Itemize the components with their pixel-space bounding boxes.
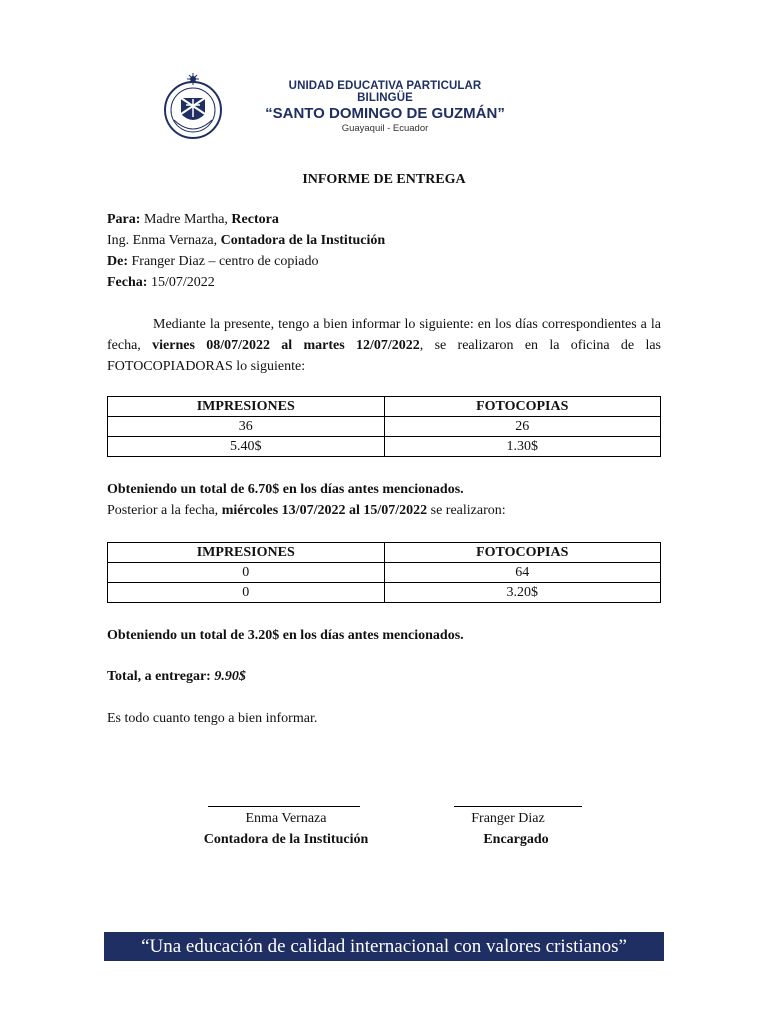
signature-line-2 bbox=[454, 806, 582, 807]
school-city: Guayaquil - Ecuador bbox=[341, 123, 429, 134]
school-name-highlight: “SANTO DOMINGO DE GUZMÁN” bbox=[265, 105, 505, 122]
header-impresiones: IMPRESIONES bbox=[108, 543, 385, 563]
cc-name: Ing. Enma Vernaza, bbox=[107, 233, 221, 248]
table-cell: 0 bbox=[108, 583, 385, 603]
header-impresiones: IMPRESIONES bbox=[108, 397, 385, 417]
table-row bbox=[108, 417, 661, 437]
total-value: 9.90$ bbox=[214, 669, 246, 684]
closing-line: Es todo cuanto tengo a bien informar. bbox=[107, 711, 318, 726]
posterior-text-2: se realizaron: bbox=[427, 503, 506, 518]
table-cell: 36 bbox=[108, 417, 385, 437]
cc-role: Contadora de la Institución bbox=[220, 233, 386, 248]
signature-name-1: Enma Vernaza bbox=[245, 811, 327, 826]
table-cell: 0 bbox=[108, 563, 385, 583]
school-name: UNIDAD EDUCATIVA PARTICULAR BILINGÜE bbox=[288, 80, 482, 104]
table-row bbox=[108, 583, 661, 603]
fecha-label: Fecha: bbox=[107, 275, 148, 290]
de-line bbox=[107, 252, 318, 272]
signature-line-1 bbox=[208, 806, 360, 807]
crest-icon bbox=[160, 72, 226, 140]
document-title: INFORME DE ENTREGA bbox=[302, 172, 466, 187]
total-line bbox=[107, 667, 246, 687]
footer-motto-banner: “Una educación de calidad internacional con valores cristianos” bbox=[104, 932, 664, 961]
de-value: Franger Diaz – centro de copiado bbox=[128, 254, 319, 269]
table-header-row bbox=[108, 543, 661, 563]
table-period-2 bbox=[107, 542, 661, 603]
intro-text-2: , se realizaron en la oficina de las FOTOCOPIADORAS lo siguiente: bbox=[107, 338, 662, 374]
table-cell: 1.30$ bbox=[384, 437, 661, 457]
header-fotocopias: FOTOCOPIAS bbox=[384, 397, 661, 417]
summary-period-2: Obteniendo un total de 3.20$ en los días antes mencionados. bbox=[107, 628, 464, 643]
table-header-row bbox=[108, 397, 661, 417]
summary-period-1: Obteniendo un total de 6.70$ en los días antes mencionados. bbox=[107, 482, 464, 497]
posterior-text-1: Posterior a la fecha, bbox=[107, 503, 222, 518]
table-cell: 3.20$ bbox=[384, 583, 661, 603]
de-label: De: bbox=[107, 254, 128, 269]
table-row bbox=[108, 437, 661, 457]
school-crest-logo bbox=[160, 72, 226, 140]
para-role: Rectora bbox=[231, 212, 279, 227]
signature-role-1: Contadora de la Institución bbox=[203, 832, 369, 847]
posterior-date-range: miércoles 13/07/2022 al 15/07/2022 bbox=[221, 503, 428, 518]
para-line bbox=[107, 210, 279, 230]
table-cell: 26 bbox=[384, 417, 661, 437]
posterior-line bbox=[107, 501, 506, 521]
table-cell: 5.40$ bbox=[108, 437, 385, 457]
signature-name-2: Franger Diaz bbox=[471, 811, 545, 826]
intro-text-1: Mediante la presente, tengo a bien informar lo siguiente: en los días correspondientes a la fecha, bbox=[107, 317, 661, 353]
school-header bbox=[260, 80, 510, 134]
fecha-line bbox=[107, 273, 215, 293]
fecha-value: 15/07/2022 bbox=[147, 275, 215, 290]
table-period-1 bbox=[107, 396, 661, 457]
total-label: Total, a entregar: bbox=[107, 669, 215, 684]
intro-date-range: viernes 08/07/2022 al martes 12/07/2022 bbox=[152, 338, 420, 353]
table-cell: 64 bbox=[384, 563, 661, 583]
para-label: Para: bbox=[107, 212, 141, 227]
table-row bbox=[108, 563, 661, 583]
signature-role-2: Encargado bbox=[483, 832, 549, 847]
cc-line bbox=[107, 231, 385, 251]
header-fotocopias: FOTOCOPIAS bbox=[384, 543, 661, 563]
para-name: Madre Martha, bbox=[140, 212, 232, 227]
intro-paragraph bbox=[107, 314, 661, 377]
